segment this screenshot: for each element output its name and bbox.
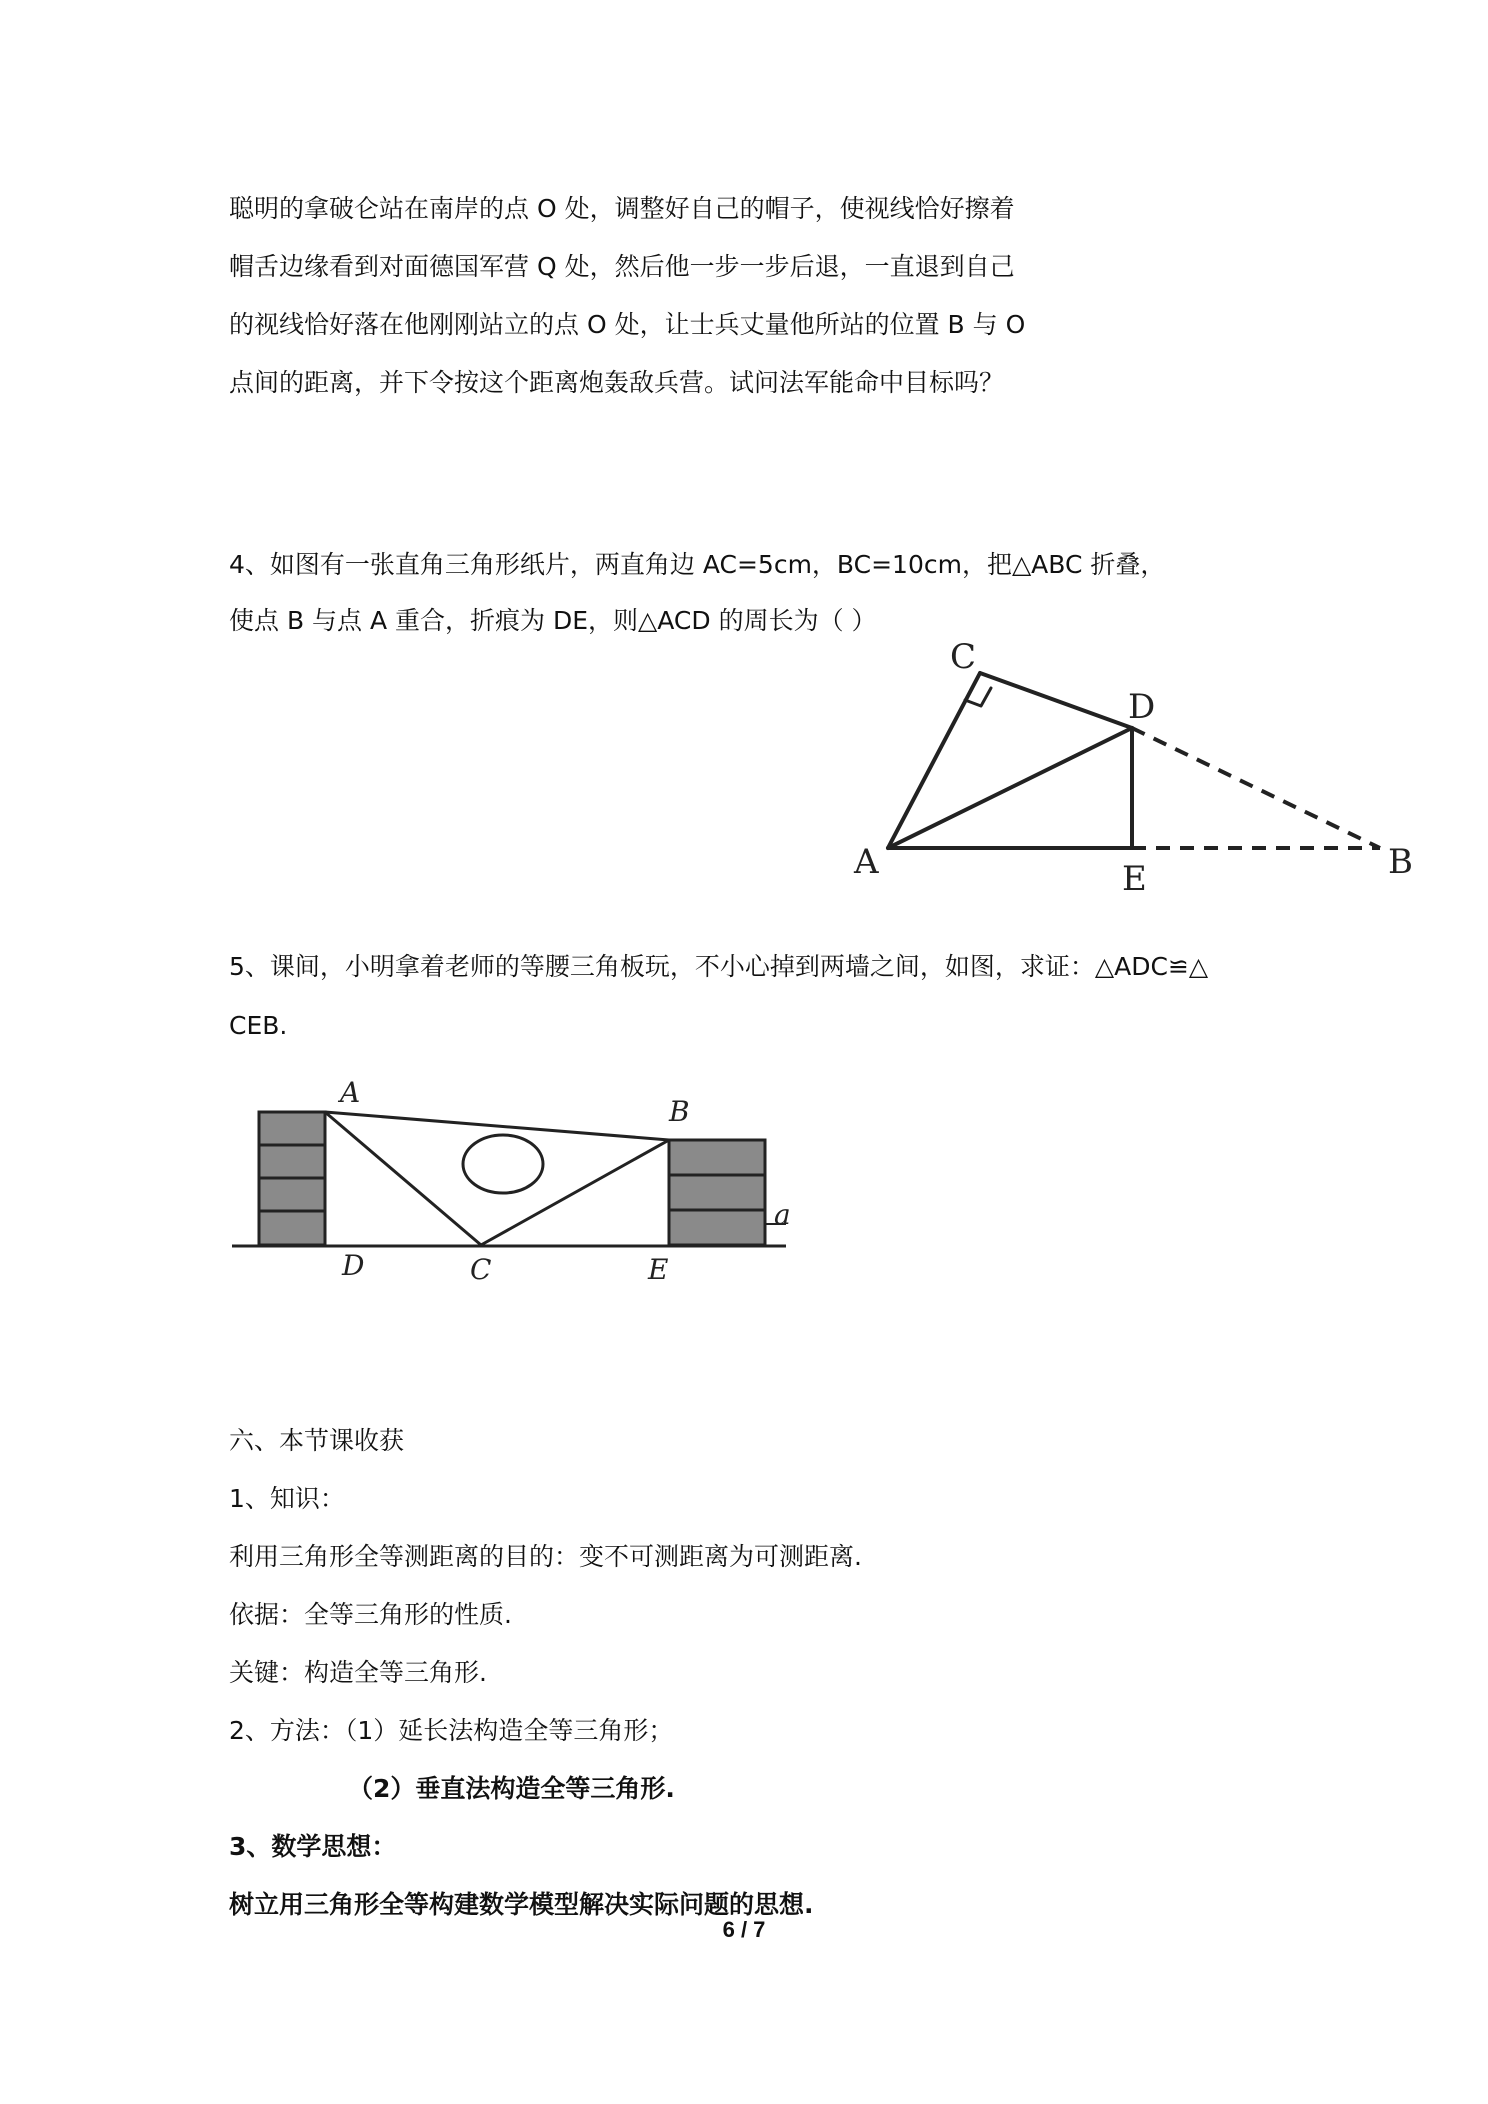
problem5-walls-figure	[228, 1072, 808, 1287]
left-wall	[259, 1112, 325, 1245]
thinking-title: 3、数学思想：	[229, 1832, 397, 1861]
paragraph-line-2: 帽舌边缘看到对面德国军营 Q 处，然后他一步一步后退，一直退到自己	[229, 252, 1015, 281]
label-c: C	[950, 637, 977, 677]
problem5-line-1: 5、课间，小明拿着老师的等腰三角板玩，不小心掉到两墙之间，如图，求证：△ADC≌△	[229, 952, 1209, 981]
problem5-line-2: CEB.	[229, 1011, 288, 1040]
label-a-5: A	[340, 1076, 361, 1109]
knowledge-title: 1、知识：	[229, 1484, 345, 1513]
label-e: E	[1122, 859, 1147, 898]
summary-heading: 六、本节课收获	[229, 1426, 405, 1455]
knowledge-item-3: 关键：构造全等三角形.	[229, 1658, 487, 1687]
problem4-line-1: 4、如图有一张直角三角形纸片，两直角边 AC=5cm，BC=10cm，把△ABC 折叠，	[229, 550, 1166, 579]
label-a-line: a	[774, 1198, 791, 1231]
problem4-triangle-figure	[850, 628, 1430, 898]
segment-cd	[980, 673, 1132, 728]
knowledge-item-1: 利用三角形全等测距离的目的：变不可测距离为可测距离.	[229, 1542, 862, 1571]
label-d: D	[1128, 687, 1156, 727]
method-item-1: 2、方法：（1）延长法构造全等三角形；	[229, 1716, 674, 1745]
knowledge-item-2: 依据：全等三角形的性质.	[229, 1600, 512, 1629]
label-a: A	[854, 842, 879, 882]
segment-ad	[888, 728, 1132, 848]
method-item-2: （2）垂直法构造全等三角形.	[348, 1774, 675, 1803]
right-wall	[669, 1140, 765, 1245]
thinking-text: 树立用三角形全等构建数学模型解决实际问题的思想.	[229, 1890, 814, 1919]
label-d-5: D	[342, 1249, 365, 1282]
segment-db-dashed	[1132, 728, 1380, 848]
segment-ac-5	[325, 1112, 481, 1245]
paragraph-line-3: 的视线恰好落在他刚刚站立的点 O 处，让士兵丈量他所站的位置 B 与 O	[229, 310, 1026, 339]
paragraph-line-4: 点间的距离，并下令按这个距离炮轰敌兵营。试问法军能命中目标吗？	[229, 368, 1005, 397]
label-c-5: C	[470, 1253, 492, 1286]
triangle-hole	[463, 1135, 543, 1193]
label-b: B	[1388, 842, 1413, 882]
label-e-5: E	[648, 1253, 669, 1286]
label-b-5: B	[669, 1095, 690, 1128]
paragraph-line-1: 聪明的拿破仑站在南岸的点 O 处，调整好自己的帽子，使视线恰好擦着	[229, 194, 1015, 223]
problem4-line-2: 使点 B 与点 A 重合，折痕为 DE，则△ACD 的周长为（ ）	[229, 606, 877, 635]
page-number: 6 / 7	[722, 1917, 766, 1942]
